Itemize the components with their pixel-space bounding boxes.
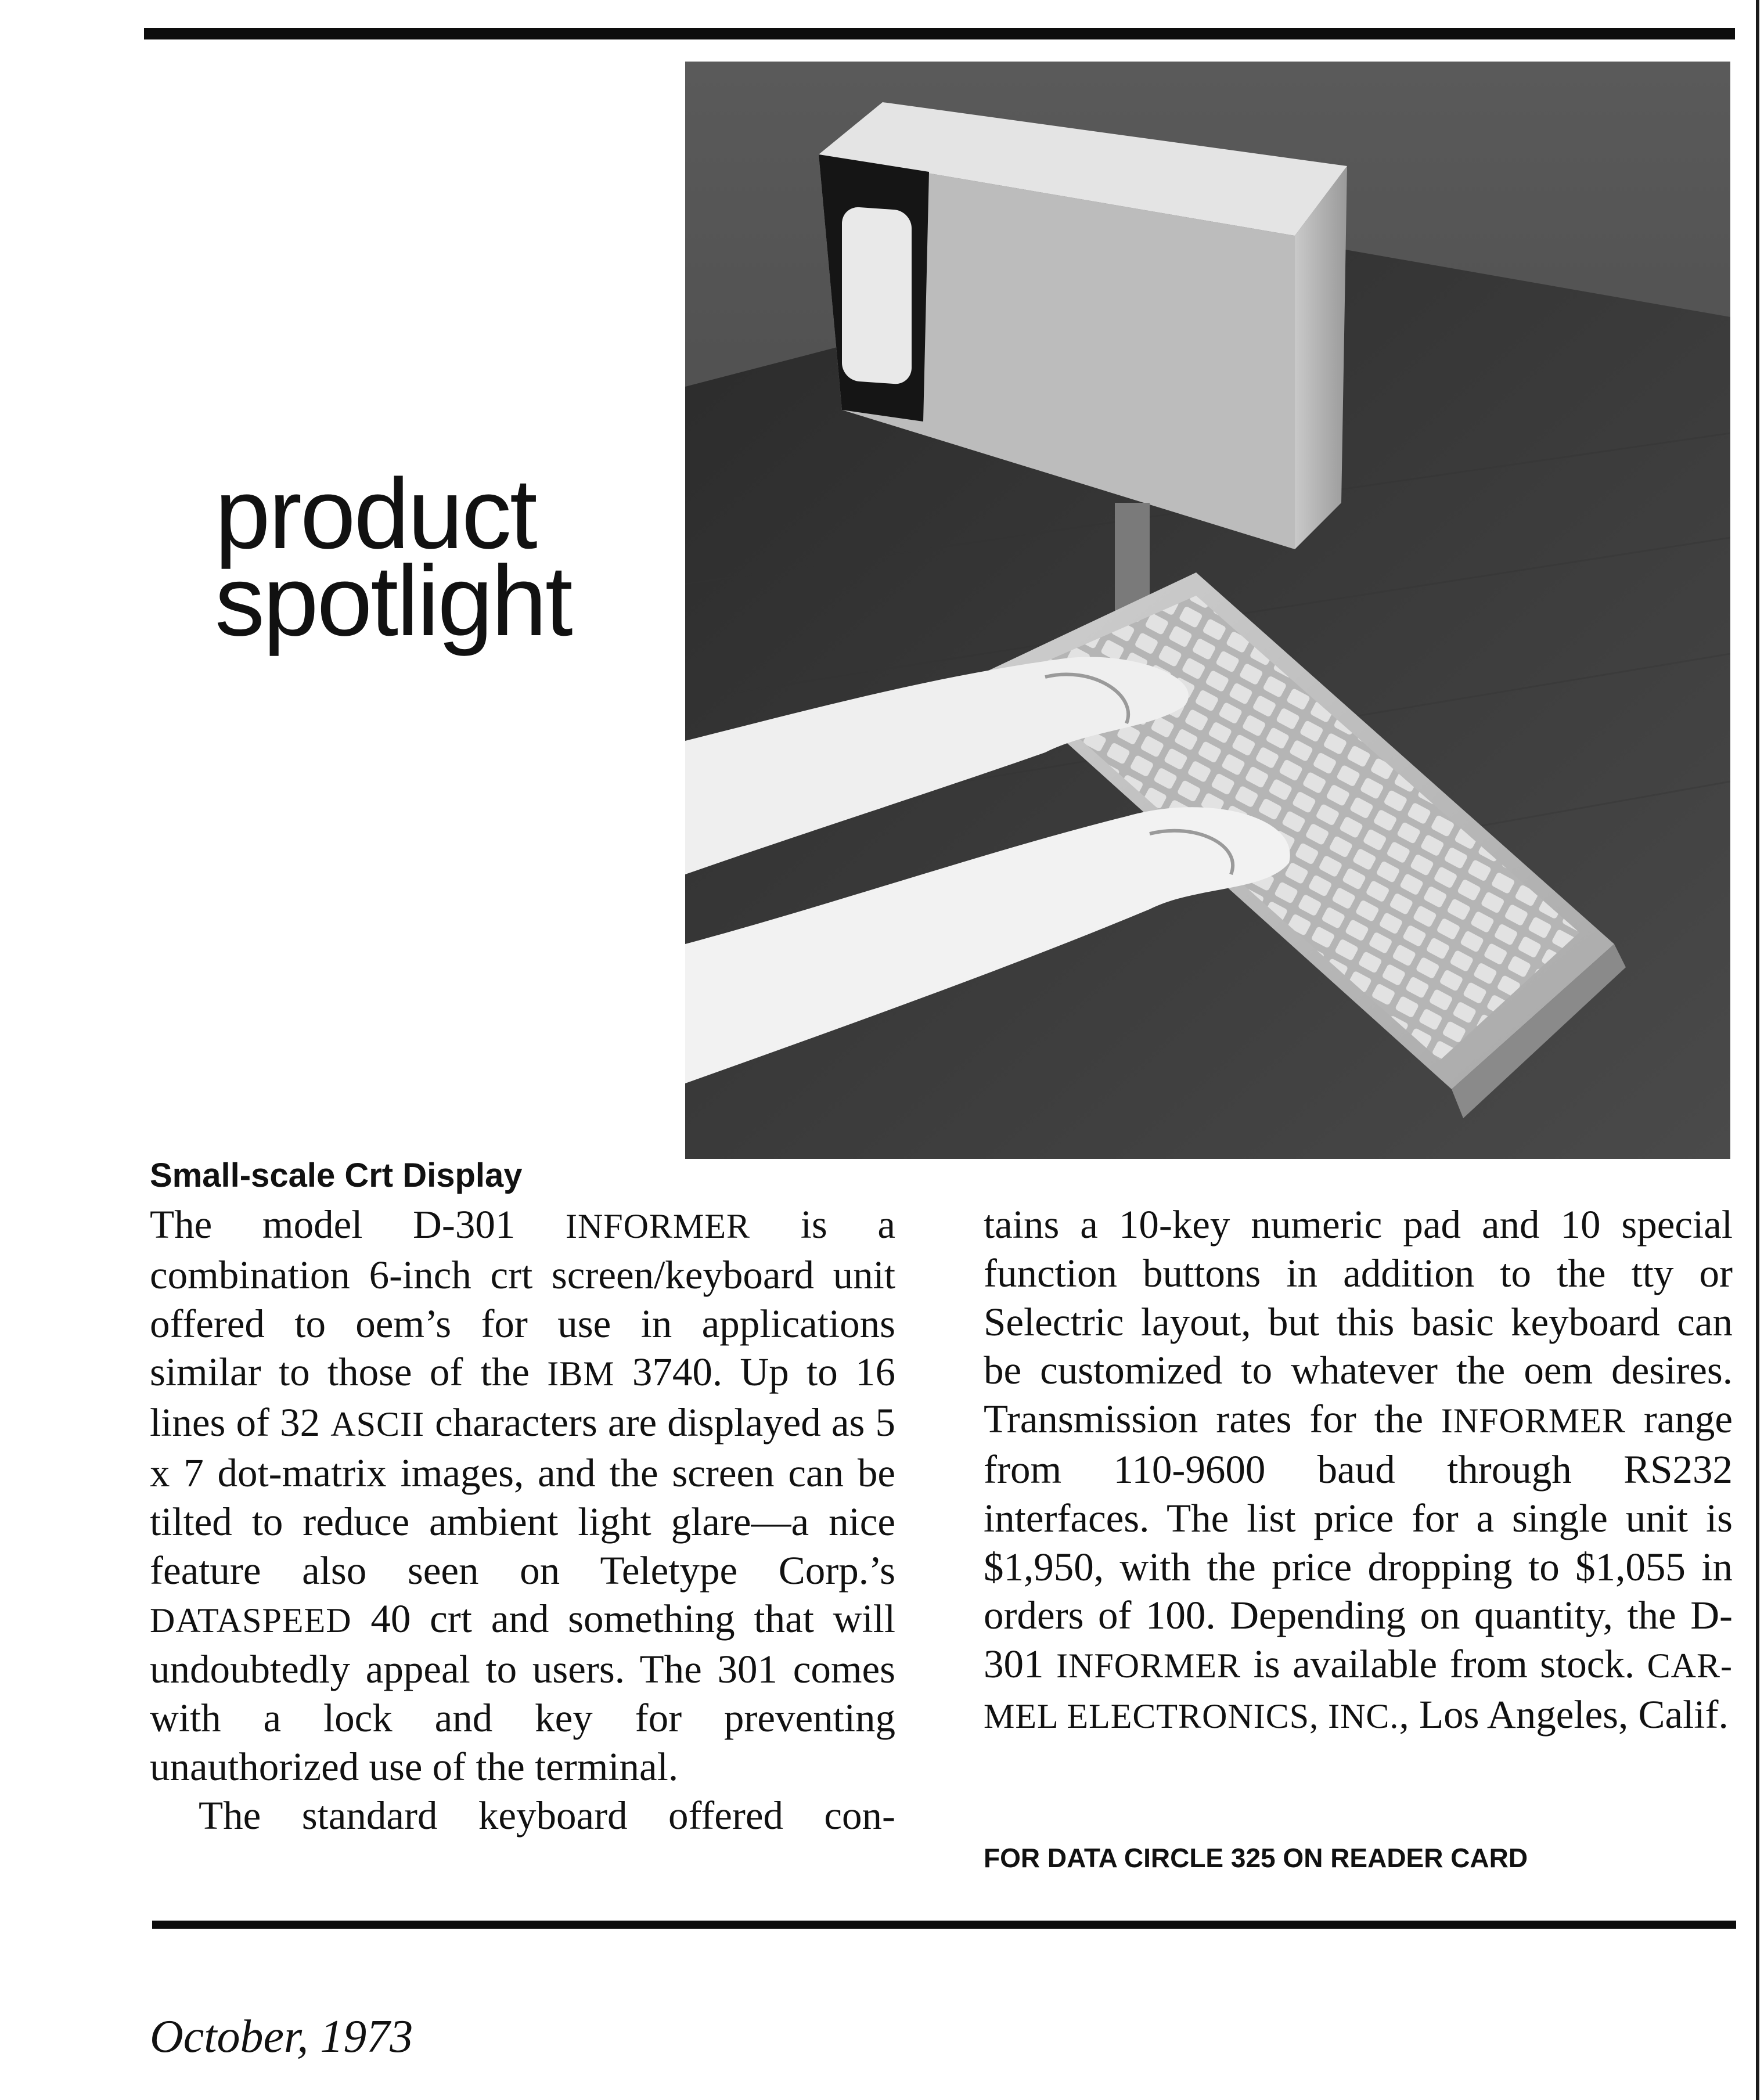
top-rule [144,28,1735,39]
article-paragraph-1: The model D-301 INFORMER is a combination 6-inch crt screen/keyboard unit offered to oem’s for use in applications similar to those of the IBM 3740. Up to 16 lines of 32 ASCII characters are displayed as 5 x 7 dot-matrix images, and the screen can be tilted to reduce ambient light glare—a nice feature also seen on Teletype Corp.’s DATASPEED 40 crt and something that will undoubtedly appeal to users. The 301 comes with a lock and key for preventing unauthorized use of the terminal. [150,1202,896,1789]
section-title-line-1: product [215,458,536,570]
article-paragraph-2-start: The standard keyboard offered con- [199,1793,895,1838]
reader-card-note: FOR DATA CIRCLE 325 ON READER CARD [984,1843,1528,1873]
article-headline: Small-scale Crt Display [150,1157,523,1194]
section-title-line-2: spotlight [215,545,571,657]
crt-terminal-photo [685,62,1730,1159]
issue-date: October, 1973 [150,2011,413,2062]
article-left-column [150,1201,895,1840]
article-paragraph-2-continued: tains a 10-key numeric pad and 10 special function buttons in addition to the tty or Selectric layout, but this basic keyboard can be customized to whatever the oem desires. Transmission rates for the INFORMER range from 110-9600 baud through RS232 interfaces. The list price for a single unit is $1,950, with the price dropping to $1,055 in orders of 100. Depending on quantity, the D-301 INFORMER is available from stock. CAR-MEL ELECTRONICS, INC., Los Angeles, Calif. [984,1202,1733,1737]
section-title [215,458,571,657]
bottom-rule [152,1921,1736,1929]
page-edge-line [1756,0,1759,2100]
article-right-column [984,1201,1733,1741]
